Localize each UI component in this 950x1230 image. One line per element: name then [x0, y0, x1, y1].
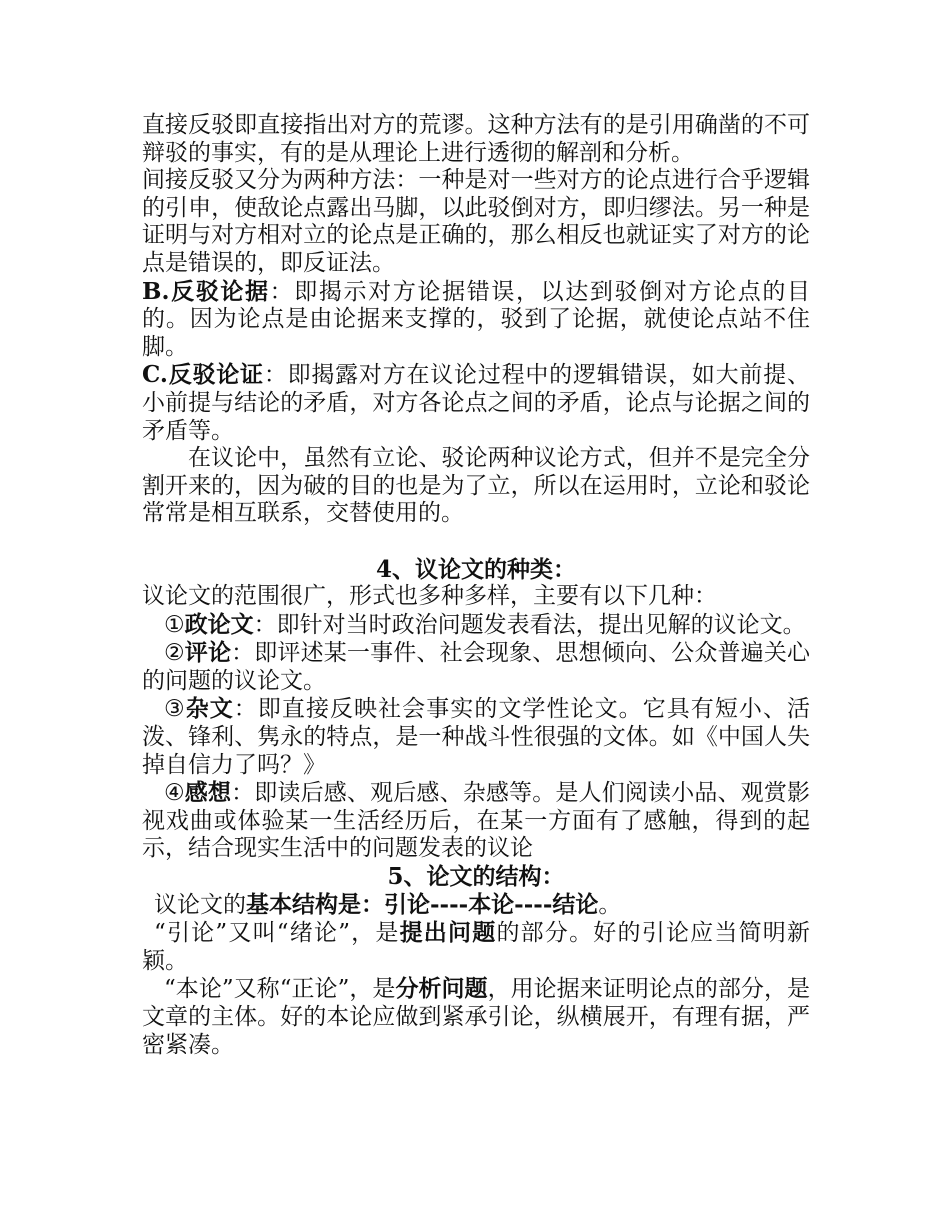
main-body-bold: 分析问题: [395, 975, 488, 1003]
introduction-text-a: “引论”又叫“绪论”，是: [154, 920, 400, 947]
paragraph-rebut-evidence: [142, 278, 810, 362]
item-label: 政论文: [184, 610, 254, 638]
introduction-bold: 提出问题: [399, 919, 497, 947]
list-item-commentary: [142, 639, 810, 695]
item-label: 感想: [184, 779, 232, 807]
label-rebut-evidence: B.反驳论据: [142, 277, 270, 305]
list-item-reflection: [142, 779, 810, 863]
paragraph-main-body: [142, 975, 810, 1059]
item-text: ：即评述某一事件、社会现象、思想倾向、公众普遍关心的问题的议论文。: [142, 640, 810, 694]
item-text: ：即直接反映社会事实的文学性论文。它具有短小、活泼、锋利、隽永的特点，是一种战斗性很强的文体。如《中国人失掉自信力了吗？》: [142, 696, 811, 778]
paragraph-indirect-rebuttal: 间接反驳又分为两种方法：一种是对一些对方的论点进行合乎逻辑的引申，使敌论点露出马脚，以此驳倒对方，即归缪法。另一种是证明与对方相对立的论点是正确的，那么相反也就证实了对方的论点是错误的，即反证法。: [142, 167, 810, 276]
paragraph-summary: 在议论中，虽然有立论、驳论两种议论方式，但并不是完全分割开来的，因为破的目的也是为了立，所以在运用时，立论和驳论常常是相互联系，交替使用的。: [142, 445, 810, 527]
basic-structure-suffix: 。: [598, 891, 622, 918]
label-rebut-argument: C.反驳论证: [142, 361, 264, 389]
item-label: 杂文: [185, 695, 234, 723]
item-number: ②: [164, 640, 185, 667]
list-item-essay: [142, 695, 810, 779]
paragraph-types-intro: 议论文的范围很广，形式也多种多样，主要有以下几种：: [142, 583, 717, 610]
document-page: [142, 112, 810, 1059]
main-body-text-b: ，用论据来证明论点的部分，是文章的主体。好的本论应做到紧承引论，纵横展开，有理有据，严密紧凑。: [142, 976, 811, 1058]
basic-structure-bold: 基本结构是：引论----本论----结论: [246, 890, 599, 918]
paragraph-rebut-argument: [142, 361, 810, 445]
text-rebut-argument: ：即揭露对方在议论过程中的逻辑错误，如大前提、小前提与结论的矛盾，对方各论点之间的矛盾，论点与论据之间的矛盾等。: [142, 362, 810, 444]
text-rebut-evidence: ：即揭示对方论据错误，以达到驳倒对方论点的目的。因为论点是由论据来支撑的，驳到了论据，就使论点站不住脚。: [142, 278, 811, 360]
item-text: ：即针对当时政治问题发表看法，提出见解的议论文。: [253, 611, 806, 638]
item-number: ①: [164, 611, 185, 638]
paragraph-basic-structure: [142, 891, 810, 920]
blank-line: [142, 528, 810, 556]
list-item-political-essay: [142, 611, 810, 640]
item-number: ③: [164, 696, 186, 723]
main-body-text-a: “本论”又称“正论”，是: [164, 976, 396, 1003]
item-text: ：即读后感、观后感、杂感等。是人们阅读小品、观赏影视戏曲或体验某一生活经历后，在某一方面有了感触，得到的起示，结合现实生活中的问题发表的议论: [142, 780, 810, 862]
introduction-text-b: 的部分。好的引论应当简明新颖。: [142, 920, 811, 974]
paragraph-introduction: [142, 919, 810, 975]
heading-section-4: 4、议论文的种类：: [375, 555, 576, 583]
basic-structure-prefix: 议论文的: [154, 891, 246, 918]
item-label: 评论: [184, 639, 232, 667]
item-number: ④: [164, 780, 185, 807]
heading-section-5: 5、论文的结构：: [387, 863, 565, 891]
paragraph-direct-rebuttal: 直接反驳即直接指出对方的荒谬。这种方法有的是引用确凿的不可辩驳的事实，有的是从理论上进行透彻的解剖和分析。: [142, 112, 810, 166]
